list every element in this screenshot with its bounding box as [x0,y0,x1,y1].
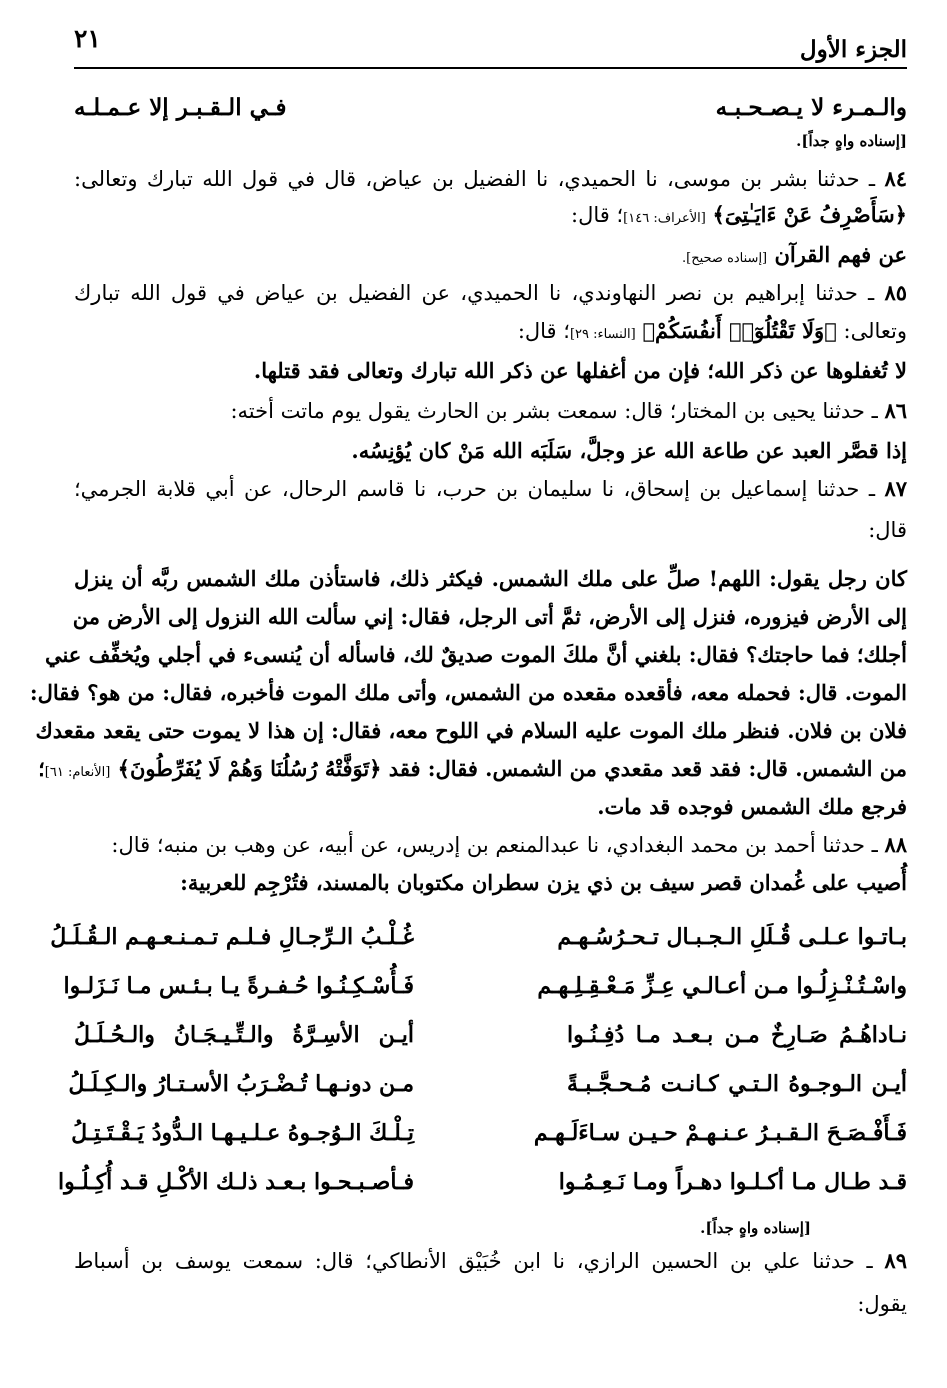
text-tail: ؛ قال: [517,319,570,343]
running-title: الجزء الأول [799,36,907,63]
hadith-number: ٨٨ [884,832,907,857]
poem-couplet [68,1059,907,1108]
poem-hemistich-first: بـاتـوا عـلـى قُـلَلِ الـجـبـال تـحـرُسُـهـم [557,923,907,950]
grading-note: [إسناده واهٍ جداً]. [700,1219,811,1237]
hadith-87-text-line-3: أجلك؛ فما حاجتك؟ فقال: بلغني أنَّ ملكَ الموت صديقٌ لك، فاسأله أن يُنسىء في أجلي ويُخفِّف عني [44,642,907,667]
page-body [29,80,907,1324]
text-lead: من الشمس. قال: فقد قعد مقعدي من الشمس. فقال: فقد [388,756,907,781]
hadith-87-text-line-6 [38,756,907,796]
hadith-85-line-1 [74,282,907,320]
hadith-87-text-line-5: فلان بن فلان. فنظر ملك الموت عليه السلام في اللوح معه، فقال: إن هذا لا يموت حتى يقعد مقعدك [35,718,907,743]
verse-reference: [النساء: ٢٩] [569,327,636,342]
verse-hemistich-second: فـي الـقـبـر إلا عـمـلـه [74,93,287,121]
poem-couplets [50,912,907,1206]
quran-quote: ﴿تَوَفَّتْهُ رُسُلُنَا وَهُمْ لَا يُفَرِّطُونَ﴾ [117,756,382,781]
hadith-87-line-2: قال: [868,518,907,542]
grading-note: [إسناده واهٍ جداً]. [796,132,907,150]
poem-couplet [63,961,907,1010]
hadith-84-line-2 [74,204,907,244]
hadith-89 [74,1250,907,1324]
opening-verse [74,80,907,134]
hadith-86 [74,400,907,478]
verse-hemistich-first: والـمـرء لا يـصـحـبـه [715,93,907,121]
poem-hemistich-second: غُـلْـبُ الـرِّجـالِ فـلـم تـمـنـعـهـم الـقُـلَـلُ [50,923,414,950]
hadith-chain: ـ حدثنا علي بن الحسين الرازي، نا ابن خُبَيْق الأنطاكي؛ قال: سمعت يوسف بن أسباط [74,1249,873,1273]
hadith-chain: ـ حدثنا أحمد بن محمد البغدادي، نا عبدالمنعم بن إدريس، عن أبيه، عن وهب بن منبه؛ قال: [111,833,878,857]
poem-hemistich-first: قـد طـال مـا أكـلـوا دهـراً ومـا نَـعِـمُـوا [558,1168,907,1195]
hadith-number: ٨٦ [884,398,907,423]
hadith-87 [29,476,907,834]
hadith-87-line-1 [74,478,907,520]
hadith-chain: ـ حدثنا إبراهيم بن نصر النهاوندي، نا الحميدي، عن الفضيل بن عياض في قول الله تبارك [74,281,875,305]
hadith-chain: ـ حدثنا إسماعيل بن إسحاق، نا سليمان بن حرب، نا قاسم الرحال، عن أبي قلابة الجرمي؛ [74,477,875,501]
hadith-84-line-1 [74,168,907,204]
hadith-86-text: إذا قصَّر العبد عن طاعة الله عز وجلَّ، سَلَبَه الله مَنْ كان يُؤنِسُه. [351,438,907,463]
poem-couplet [74,1010,907,1059]
poem-hemistich-first: أيـن الـوجـوهُ الـتـي كـانـت مُـحـجَّـبـةً [567,1070,907,1097]
hadith-88 [50,832,907,1250]
hadith-87-text-line-2: إلى الأرض فيزوره، فنزل إلى الأرض، ثمَّ أتى الرجل، فقال: إني سألت الله النزول إلى الأرض من [72,604,907,629]
page-header [74,22,907,68]
grading-note: [إسناده صحيح]. [681,251,768,266]
hadith-number: ٨٥ [884,280,907,305]
verse-reference: [الأنعام: ٦١] [44,765,111,780]
poem-hemistich-second: تِـلْـكَ الـوُجـوهُ عـلـيـهـا الـدُّودُ يَـقْـتَـتِـلُ [71,1119,414,1146]
poem-hemistich-first: نـاداهُـمُ صَـارِخٌ مـن بـعـد مـا دُفِـنُـوا [567,1021,907,1048]
hadith-text: عن فهم القرآن [774,242,907,267]
poem-hemistich-second: مـن دونـهـا تُـضْـرَبُ الأسـتـارُ والـكِـلَـلُ [68,1070,414,1097]
hadith-89-line-2: يقول: [857,1292,907,1316]
hadith-89-line-1 [74,1250,907,1294]
poem-hemistich-second: فـأصـبـحـوا بـعـد ذلـك الأكْـلِ قـد أُكِـلُـوا [58,1168,414,1195]
poem-hemistich-first: فَـأَفْـصَـحَ الـقـبـرُ عـنـهـمْ حـيـن سـاءَلَـهـم [533,1119,907,1146]
poem-hemistich-second: فَـأُسْـكِـنُـوا حُـفـرةً يـا بـئـس مـا نَـزَلـوا [63,972,414,999]
poem-hemistich-first: واسْـتُـنْـزِلُـوا مـن أعـالـي عِـزِّ مَـعْـقِـلِـهـم [537,972,907,999]
hadith-85-line-2 [74,320,907,360]
text-tail: ؛ قال: [571,203,624,227]
text-lead: وتعالى: [843,319,907,343]
hadith-86-line-1 [74,400,907,440]
hadith-85-text: لا تُغفلوها عن ذكر الله؛ فإن من أغفلها عن ذكر الله تبارك وتعالى فقد قتلها. [253,358,907,383]
poem-hemistich-second: أيـن الأسِـرَّةُ والـتِّـيـجَـانُ والـحُـلَـلُ [74,1021,414,1048]
hadith-number: ٨٧ [884,476,907,501]
hadith-number: ٨٩ [884,1248,907,1273]
hadith-88-line-1 [74,834,907,872]
hadith-87-text-line-1: كان رجل يقول: اللهم! صلِّ على ملك الشمس. فيكثر ذلك، فاستأذن ملك الشمس ربَّه أن ينزل [74,566,907,591]
quran-quote: ﴿وَلَا تَقْتُلُوٓا۟ أَنفُسَكُمْ﴾ [642,318,837,343]
quran-quote: ﴿سَأَصْرِفُ عَنْ ءَايَـٰتِىَ﴾ [712,202,907,227]
hadith-84-text [74,244,907,282]
hadith-88-intro: أُصيب على غُمدان قصر سيف بن ذي يزن سطران مكتوبان بالمسند، فتُرْجِم للعربية: [180,870,907,895]
hadith-chain: ـ حدثنا بشر بن موسى، نا الحميدي، نا الفضيل بن عياض، قال في قول الله تبارك وتعالى: [74,167,876,191]
verse-reference: [الأعراف: ١٤٦] [623,211,706,226]
hadith-number: ٨٤ [884,166,907,191]
hadith-87-text-line-7: فرجع ملك الشمس فوجده قد مات. [597,794,907,819]
hadith-85 [74,282,907,400]
text-tail: ؛ [38,756,45,781]
poem-couplet [71,1108,907,1157]
hadith-87-text-line-4: الموت. قال: فحمله معه، فأقعده مقعده من الشمس، وأتى ملك الموت فأخبره، فقال: من هو؟ فقال: [29,680,907,705]
header-rule [74,67,907,69]
hadith-84 [74,168,907,282]
poem-couplet [58,1157,907,1206]
page-number: ٢١ [74,24,101,53]
hadith-chain: ـ حدثنا يحيى بن المختار؛ قال: سمعت بشر بن الحارث يقول يوم ماتت أخته: [230,399,878,423]
poem-couplet [50,912,907,961]
